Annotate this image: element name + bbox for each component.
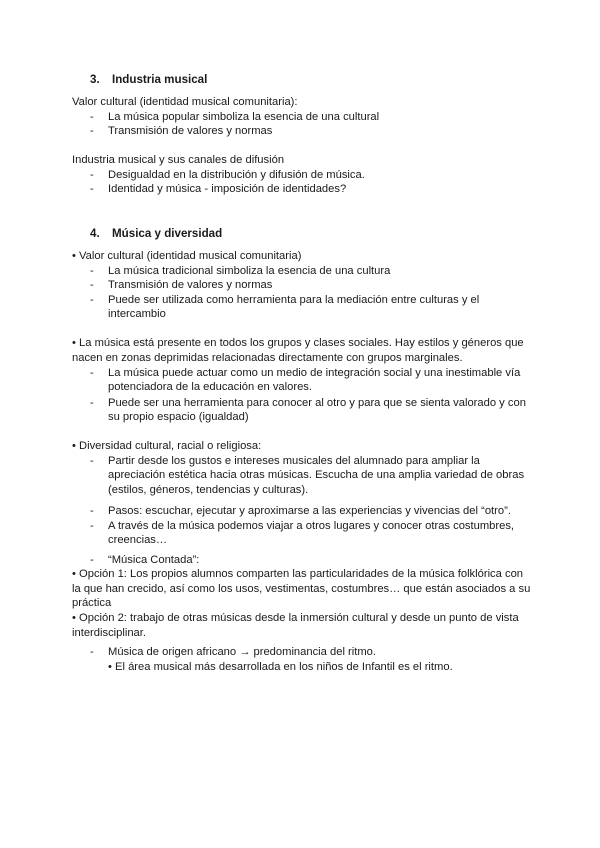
list-dash: - (90, 265, 94, 277)
list-dash: - (90, 520, 94, 532)
list-dash: - (90, 554, 94, 566)
list-item-continuation: (estilos, géneros, tendencias y culturas). (108, 484, 309, 496)
list-item: Música de origen africano → predominancia del ritmo. (108, 646, 377, 658)
section-4-title: Música y diversidad (112, 227, 223, 240)
bullet-paragraph: • Valor cultural (identidad musical comunitaria) (72, 250, 302, 262)
list-item-continuation: apreciación estética hacia otras músicas. Escucha de una amplia variedad de obras (108, 469, 525, 481)
list-item: Puede ser utilizada como herramienta para la mediación entre culturas y el (108, 294, 480, 306)
list-dash: - (90, 279, 94, 291)
paragraph: Valor cultural (identidad musical comunitaria): (72, 96, 298, 108)
option-line: • Opción 2: trabajo de otras músicas desde la inmersión cultural y desde un punto de vista (72, 612, 519, 624)
section-4-number: 4. (90, 227, 100, 240)
section-4-heading (90, 227, 222, 242)
option-line: práctica (72, 597, 112, 609)
paragraph-continuation: nacen en zonas deprimidas relacionadas directamente con grupos marginales. (72, 352, 463, 364)
list-item: La música popular simboliza la esencia de una cultural (108, 111, 380, 123)
list-item: Partir desde los gustos e intereses musicales del alumnado para ampliar la (108, 455, 480, 467)
list-dash: - (90, 505, 94, 517)
list-dash: - (90, 367, 94, 379)
sub-bullet: • El área musical más desarrollada en los niños de Infantil es el ritmo. (108, 661, 453, 673)
list-dash: - (90, 455, 94, 467)
list-dash: - (90, 111, 94, 123)
list-dash: - (90, 183, 94, 195)
list-item: La música puede actuar como un medio de integración social y una inestimable vía (108, 367, 521, 379)
option-line: la que han crecido, así como los usos, vestimentas, costumbres… que están asociados a su (72, 583, 531, 595)
list-item: “Música Contada”: (108, 554, 200, 566)
option-line: interdisciplinar. (72, 627, 146, 639)
list-item-continuation: intercambio (108, 308, 166, 320)
list-item: Transmisión de valores y normas (108, 279, 273, 291)
option-line: • Opción 1: Los propios alumnos comparten las particularidades de la música folklórica con (72, 568, 524, 580)
list-item: Transmisión de valores y normas (108, 125, 273, 137)
list-item: Puede ser una herramienta para conocer al otro y para que se sienta valorado y con (108, 397, 526, 409)
list-dash: - (90, 294, 94, 306)
list-item-continuation: su propio espacio (igualdad) (108, 411, 249, 423)
list-item: La música tradicional simboliza la esencia de una cultura (108, 265, 391, 277)
list-dash: - (90, 646, 94, 658)
bullet-paragraph: • La música está presente en todos los grupos y clases sociales. Hay estilos y géneros que (72, 337, 524, 349)
paragraph: Industria musical y sus canales de difusión (72, 154, 285, 166)
list-item: Desigualdad en la distribución y difusión de música. (108, 169, 365, 181)
list-dash: - (90, 169, 94, 181)
list-dash: - (90, 397, 94, 409)
section-3-number: 3. (90, 73, 100, 86)
list-dash: - (90, 125, 94, 137)
list-item: Identidad y música - imposición de identidades? (108, 183, 347, 195)
list-item-continuation: potenciadora de la educación en valores. (108, 381, 313, 393)
bullet-paragraph: • Diversidad cultural, racial o religiosa: (72, 440, 262, 452)
list-item-continuation: creencias… (108, 534, 168, 546)
list-item: A través de la música podemos viajar a otros lugares y conocer otras costumbres, (108, 520, 515, 532)
section-3-heading (90, 73, 207, 88)
section-3-title: Industria musical (112, 73, 208, 86)
list-item: Pasos: escuchar, ejecutar y aproximarse a las experiencias y vivencias del “otro”. (108, 505, 511, 517)
